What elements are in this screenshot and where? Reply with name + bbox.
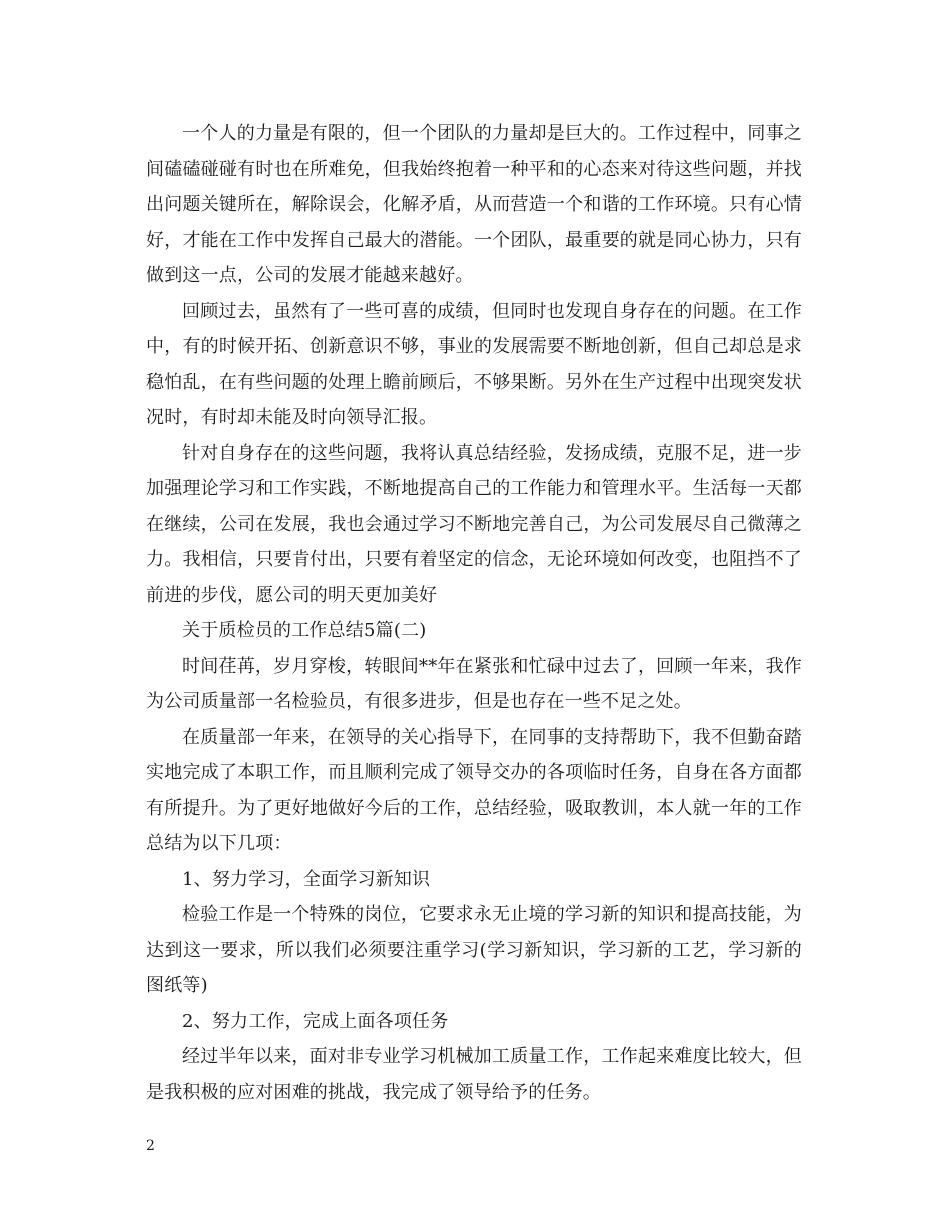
paragraph-quality-department: 在质量部一年来，在领导的关心指导下，在同事的支持帮助下，我不但勤奋踏实地完成了本职工作，而且顺利完成了领导交办的各项临时任务，自身在各方面都有所提升。为了更好地做好今后的工作，总结经验，吸取教训，本人就一年的工作总结为以下几项： xyxy=(146,726,802,854)
paragraph-improvement-plan: 针对自身存在的这些问题，我将认真总结经验，发扬成绩，克服不足，进一步加强理论学习和工作实践，不断地提高自己的工作能力和管理水平。生活每一天都在继续，公司在发展，我也会通过学习不断地完善自己，为公司发展尽自己微薄之力。我相信，只要肯付出，只要有着坚定的信念，无论环境如何改变，也阻挡不了前进的步伐，愿公司的明天更加美好 xyxy=(146,442,802,606)
paragraph-half-year: 经过半年以来，面对非专业学习机械加工质量工作，工作起来难度比较大，但是我积极的应对困难的挑战，我完成了领导给予的任务。 xyxy=(146,1046,802,1103)
paragraph-review-past: 回顾过去，虽然有了一些可喜的成绩，但同时也发现自身存在的问题。在工作中，有的时候开拓、创新意识不够，事业的发展需要不断地创新，但自己却总是求稳怕乱，在有些问题的处理上瞻前顾后，不够果断。另外在生产过程中出现突发状况时，有时却未能及时向领导汇报。 xyxy=(146,300,802,428)
subheading-work: 2、努力工作，完成上面各项任务 xyxy=(182,1010,449,1032)
subheading-study: 1、努力学习，全面学习新知识 xyxy=(182,868,431,890)
paragraph-inspection-work: 检验工作是一个特殊的岗位，它要求永无止境的学习新的知识和提高技能，为达到这一要求，所以我们必须要注重学习(学习新知识，学习新的工艺，学习新的图纸等) xyxy=(146,904,802,996)
page-number: 2 xyxy=(146,1138,155,1154)
paragraph-year-review: 时间荏苒，岁月穿梭，转眼间**年在紧张和忙碌中过去了，回顾一年来，我作为公司质量部一名检验员，有很多进步，但是也存在一些不足之处。 xyxy=(146,655,802,712)
paragraph-teamwork: 一个人的力量是有限的，但一个团队的力量却是巨大的。工作过程中，同事之间磕磕碰碰有时也在所难免，但我始终抱着一种平和的心态来对待这些问题，并找出问题关键所在，解除误会，化解矛盾，从而营造一个和谐的工作环境。只有心情好，才能在工作中发挥自己最大的潜能。一个团队，最重要的就是同心协力，只有做到这一点，公司的发展才能越来越好。 xyxy=(146,123,802,286)
document-body xyxy=(146,116,802,1110)
section-heading: 关于质检员的工作总结5篇(二) xyxy=(182,620,427,641)
